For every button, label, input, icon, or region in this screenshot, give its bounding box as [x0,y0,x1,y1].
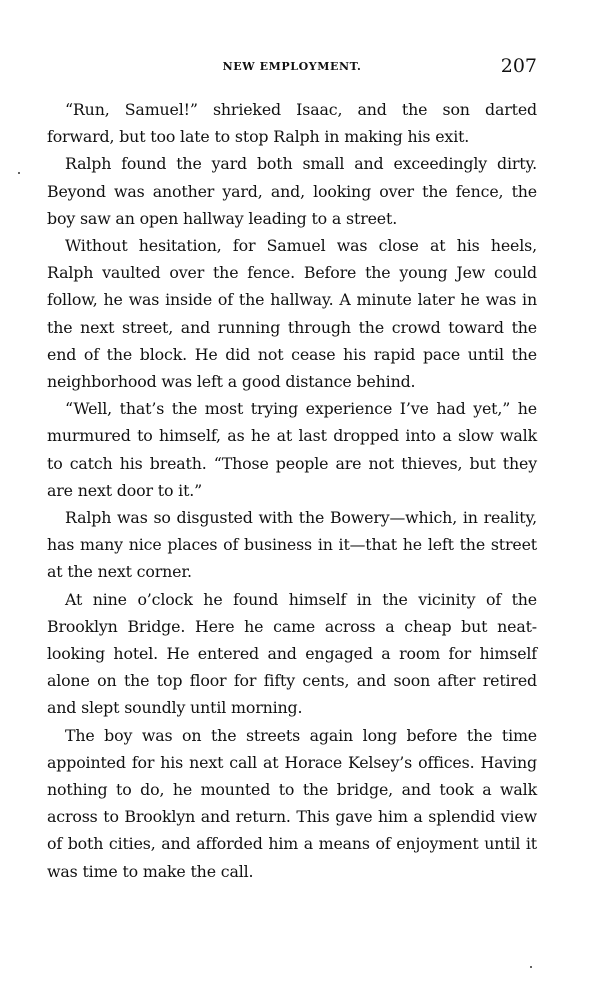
body-text [47,96,537,885]
paragraph: Without hesitation, for Samuel was close at his heels, Ralph vaulted over the fence. Before the young Jew could follow, he was inside of the hallway. A minute later he was in the next street, and running through the crowd toward the end of the block. He did not cease his rapid pace until the neighborhood was left a good distance behind. [47,236,537,392]
running-head [47,55,537,81]
paragraph: “Well, that’s the most trying experience I’ve had yet,” he murmured to himself, as he at last dropped into a slow walk to catch his breath. “Those people are not thieves, but they are next door to it.” [47,399,537,500]
paragraph: The boy was on the streets again long before the time appointed for his next call at Horace Kelsey’s offices. Having nothing to do, he mounted to the bridge, and took a walk across to Brooklyn and return. This gave him a splendid view of both cities, and afforded him a means of enjoyment until it was time to make the call. [47,725,537,881]
paragraph: “Run, Samuel!” shrieked Isaac, and the son darted forward, but too late to stop Ralph in making his exit. [47,100,537,147]
paragraph: Ralph found the yard both small and exceedingly dirty. Beyond was another yard, and, looking over the fence, the boy saw an open hallway leading to a street. [47,154,537,228]
running-title: NEW EMPLOYMENT. [222,60,362,73]
scan-speck [18,172,20,174]
scan-speck [530,966,532,968]
paragraph: Ralph was so disgusted with the Bowery—which, in reality, has many nice places of business in it—that he left the street at the next corner. [47,508,537,582]
paragraph: At nine o’clock he found himself in the vicinity of the Brooklyn Bridge. Here he came across a cheap but neat-looking hotel. He entered and engaged a room for himself alone on the top floor for fifty cents, and soon after retired and slept soundly until morning. [47,589,537,718]
page-number: 207 [500,55,537,77]
